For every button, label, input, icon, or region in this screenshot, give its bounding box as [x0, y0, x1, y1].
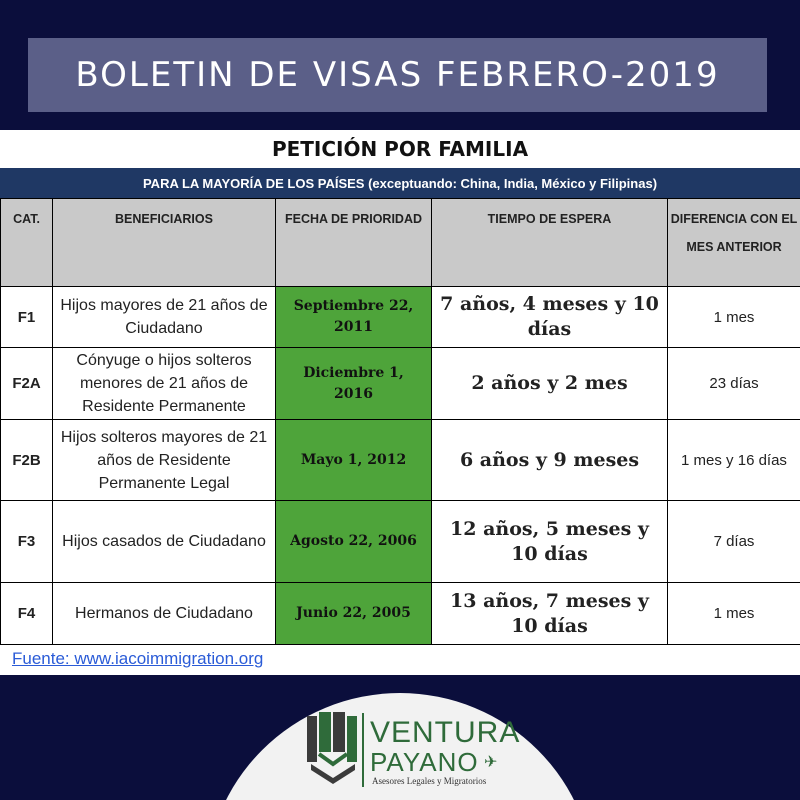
row-diferencia: 1 mes — [668, 583, 800, 645]
row-tiempo: 12 años, 5 meses y 10 días — [432, 501, 668, 583]
logo-name-line1: VENTURA — [370, 716, 521, 749]
header-fecha: FECHA DE PRIORIDAD — [276, 199, 432, 287]
row-fecha: Junio 22, 2005 — [276, 583, 432, 645]
row-cat: F2A — [1, 348, 53, 420]
row-tiempo: 2 años y 2 mes — [432, 348, 668, 420]
logo-name-line2: PAYANO — [370, 747, 479, 777]
row-diferencia: 23 días — [668, 348, 800, 420]
visa-bulletin-table — [0, 198, 800, 645]
row-beneficiarios: Cónyuge o hijos solteros menores de 21 años de Residente Permanente — [53, 348, 276, 420]
row-beneficiarios: Hermanos de Ciudadano — [53, 583, 276, 645]
row-diferencia: 1 mes y 16 días — [668, 420, 800, 501]
row-tiempo: 7 años, 4 meses y 10 días — [432, 287, 668, 348]
row-fecha: Mayo 1, 2012 — [276, 420, 432, 501]
row-fecha: Agosto 22, 2006 — [276, 501, 432, 583]
logo-divider — [362, 713, 364, 787]
table-row — [1, 287, 800, 348]
row-tiempo: 13 años, 7 meses y 10 días — [432, 583, 668, 645]
visa-bulletin-panel — [0, 130, 800, 675]
table-header-row — [1, 199, 800, 287]
row-beneficiarios: Hijos casados de Ciudadano — [53, 501, 276, 583]
header-diferencia: DIFERENCIA CON EL MES ANTERIOR — [668, 199, 800, 287]
row-tiempo: 6 años y 9 meses — [432, 420, 668, 501]
header-beneficiarios: BENEFICIARIOS — [53, 199, 276, 287]
table-row — [1, 420, 800, 501]
row-fecha: Septiembre 22, 2011 — [276, 287, 432, 348]
airplane-icon: ✈ — [484, 754, 498, 771]
row-fecha: Diciembre 1, 2016 — [276, 348, 432, 420]
logo-tagline: Asesores Legales y Migratorios — [372, 776, 487, 786]
panel-title: PETICIÓN POR FAMILIA — [271, 137, 529, 161]
table-row — [1, 583, 800, 645]
row-cat: F3 — [1, 501, 53, 583]
row-beneficiarios: Hijos mayores de 21 años de Ciudadano — [53, 287, 276, 348]
panel-subtitle: PARA LA MAYORÍA DE LOS PAÍSES (exceptuando: China, India, México y Filipinas) — [0, 168, 800, 198]
ventura-payano-monogram-icon — [305, 712, 361, 788]
row-cat: F1 — [1, 287, 53, 348]
row-diferencia: 7 días — [668, 501, 800, 583]
header-cat: CAT. — [1, 199, 53, 287]
source-link[interactable]: Fuente: www.iacoimmigration.org — [12, 649, 264, 668]
bulletin-title: BOLETIN DE VISAS FEBRERO-2019 — [75, 55, 720, 95]
row-beneficiarios: Hijos solteros mayores de 21 años de Residente Permanente Legal — [53, 420, 276, 501]
table-row — [1, 501, 800, 583]
row-cat: F2B — [1, 420, 53, 501]
row-cat: F4 — [1, 583, 53, 645]
row-diferencia: 1 mes — [668, 287, 800, 348]
header-tiempo: TIEMPO DE ESPERA — [432, 199, 668, 287]
table-row — [1, 348, 800, 420]
bulletin-title-banner — [28, 38, 767, 112]
